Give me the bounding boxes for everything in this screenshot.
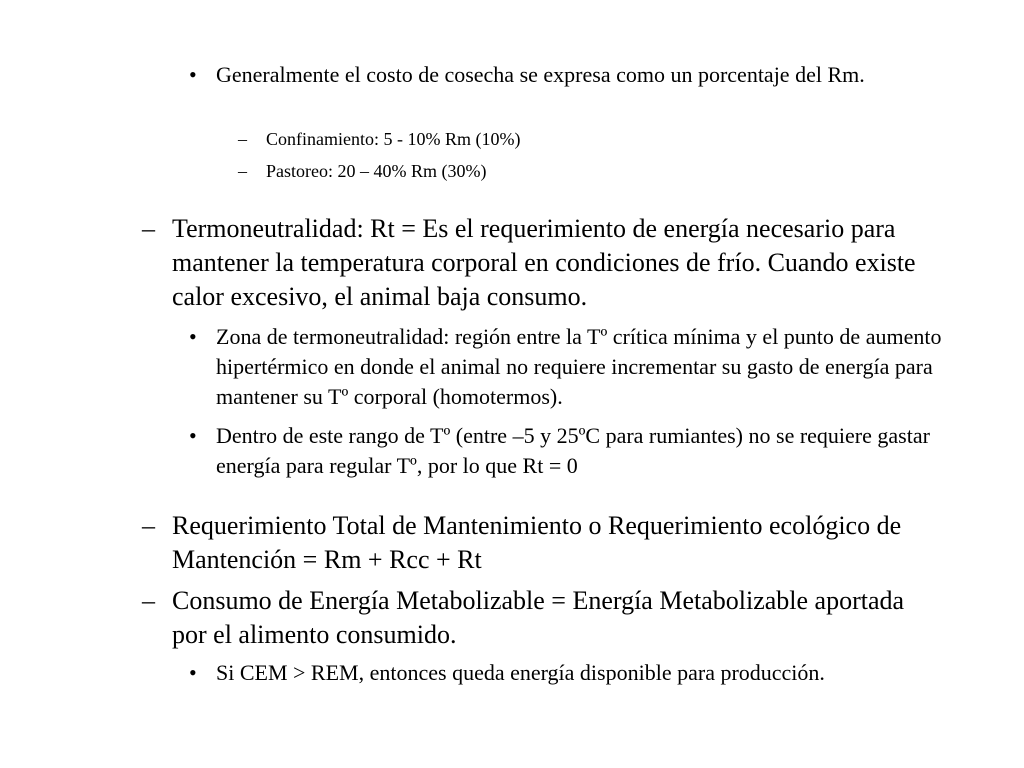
- bullet-marker: •: [189, 660, 197, 685]
- dash-text: Confinamiento: 5 - 10% Rm (10%): [266, 129, 521, 149]
- dash-item: [238, 126, 956, 152]
- bullet-text: Generalmente el costo de cosecha se expresa como un porcentaje del Rm.: [216, 62, 865, 87]
- bullet-marker: •: [189, 62, 197, 87]
- bullet-item: [189, 60, 956, 90]
- dash-text: Termoneutralidad: Rt = Es el requerimiento de energía necesario para mantener la temperatura corporal en condiciones de frío. Cuando existe calor excesivo, el animal baja consumo.: [172, 214, 916, 311]
- dash-item: [142, 509, 962, 577]
- dash-text: Requerimiento Total de Mantenimiento o Requerimiento ecológico de Mantención = Rm + Rcc + Rt: [172, 511, 902, 574]
- bullet-text: Dentro de este rango de Tº (entre –5 y 25ºC para rumiantes) no se requiere gastar energía para regular Tº, por lo que Rt = 0: [216, 423, 930, 478]
- dash-text: Pastoreo: 20 – 40% Rm (30%): [266, 161, 487, 181]
- dash-item: [142, 212, 932, 314]
- dash-text: Consumo de Energía Metabolizable = Energía Metabolizable aportada por el alimento consumido.: [172, 586, 905, 649]
- bullet-marker: •: [189, 423, 197, 448]
- bullet-item: [189, 322, 946, 412]
- dash-item: [238, 158, 956, 184]
- dash-marker: –: [238, 161, 247, 181]
- dash-marker: –: [142, 586, 155, 615]
- bullet-text: Si CEM > REM, entonces queda energía disponible para producción.: [216, 660, 825, 685]
- bullet-marker: •: [189, 324, 197, 349]
- dash-marker: –: [142, 214, 155, 243]
- dash-marker: –: [142, 511, 155, 540]
- bullet-item: [189, 421, 946, 481]
- bullet-item: [189, 658, 976, 688]
- dash-marker: –: [238, 129, 247, 149]
- dash-item: [142, 584, 932, 652]
- bullet-text: Zona de termoneutralidad: región entre la Tº crítica mínima y el punto de aumento hipertérmico en donde el animal no requiere incrementar su gasto de energía para mantener su Tº corporal (homotermos).: [216, 324, 942, 409]
